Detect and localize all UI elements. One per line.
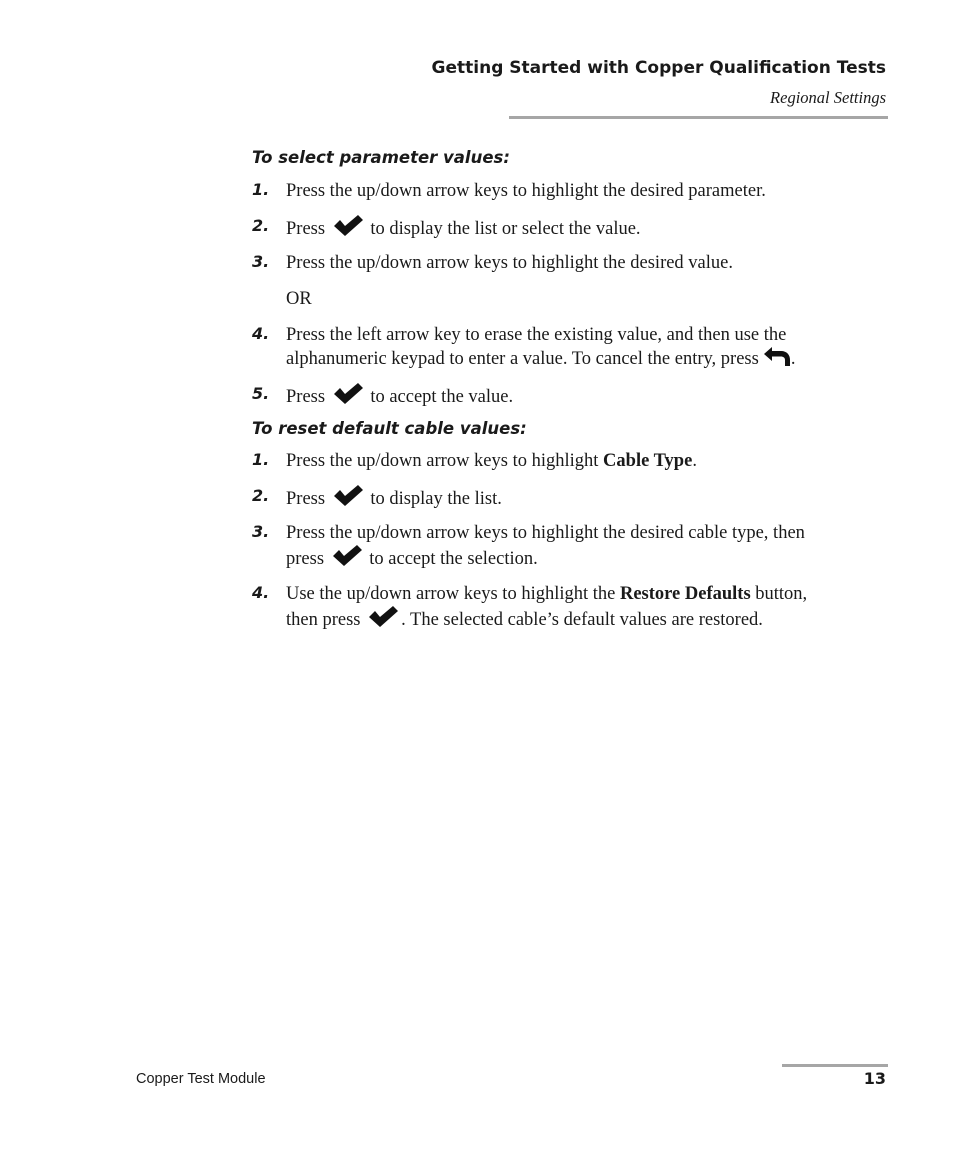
header-rule [509,116,888,119]
step-text: Press the up/down arrow keys to highlight the desired value. OR [286,251,886,311]
checkmark-icon [332,215,364,237]
ui-term: Restore Defaults [619,584,751,604]
step-text: Press the up/down arrow keys to highlight the desired cable type, then press to accept the selection. [286,523,805,569]
checkmark-icon [332,383,364,405]
or-separator: OR [286,289,312,309]
checkmark-icon [332,485,364,507]
step-number: 3. [252,522,270,541]
ui-term: Cable Type [603,451,693,471]
step-number: 2. [252,216,270,235]
procedure-heading: To select parameter values: [252,148,510,167]
step-text: Press the up/down arrow keys to highlight the desired parameter. [286,181,766,201]
step-number: 3. [252,252,270,271]
step-number: 1. [252,450,270,469]
procedure-heading: To reset default cable values: [252,419,527,438]
footer-document-title: Copper Test Module [136,1071,266,1087]
step-number: 1. [252,180,270,199]
checkmark-icon [367,606,399,628]
step-number: 4. [252,324,270,343]
step-number: 5. [252,384,270,403]
step-text: Press to accept the value. [286,383,886,409]
step-text: Press to display the list or select the value. [286,215,886,241]
step-number: 4. [252,583,270,602]
step-text: Press the up/down arrow keys to highlight Cable Type. [286,451,697,471]
running-header-subtitle: Regional Settings [770,88,886,107]
running-header-title: Getting Started with Copper Qualification Tests [431,58,886,78]
checkmark-icon [331,545,363,567]
return-arrow-icon [763,347,791,367]
footer-rule [782,1064,888,1067]
step-text: Use the up/down arrow keys to highlight the Restore Defaults button, then press . The selected cable’s default values are restored. [286,584,808,630]
step-number: 2. [252,486,270,505]
step-text: Press the left arrow key to erase the existing value, and then use the alphanumeric keypad to enter a value. To cancel the entry, press . [286,325,796,369]
step-text: Press to display the list. [286,485,886,511]
page-number: 13 [863,1069,886,1088]
